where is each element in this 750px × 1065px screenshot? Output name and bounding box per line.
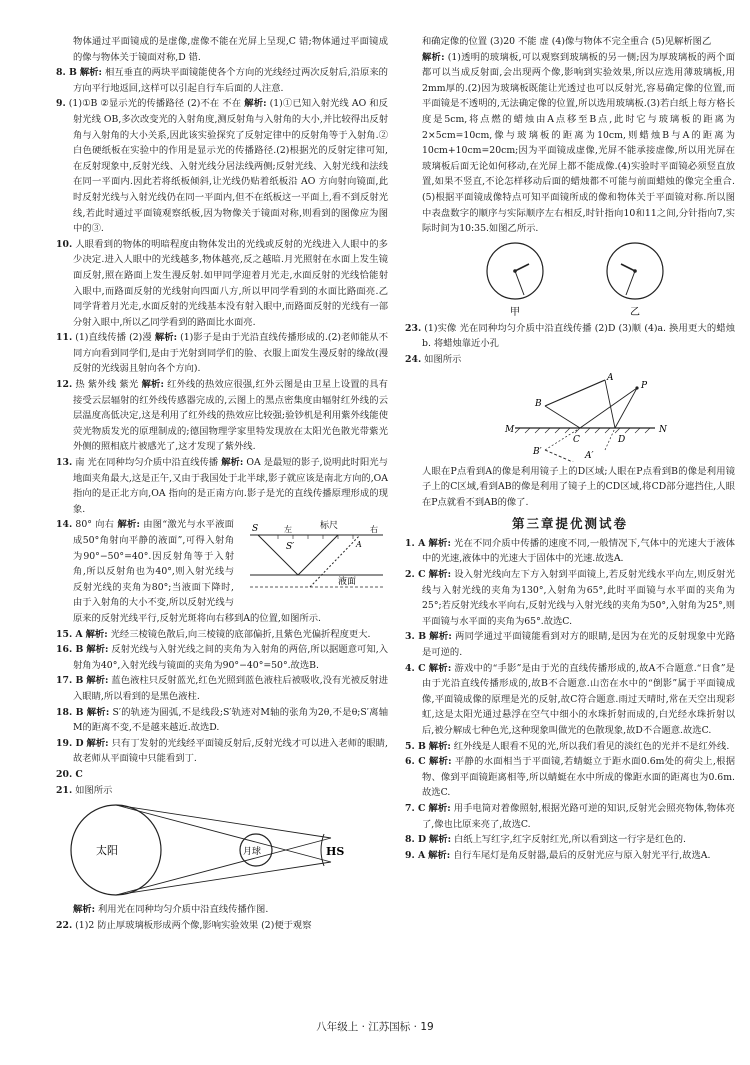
answer-text: 如图所示 [424, 353, 462, 365]
answer-text: 自行车尾灯是角反射器,最后的反射光应与原入射光平行,故选A. [453, 849, 711, 861]
answer-key: (1)直线传播 (2)漫 [75, 332, 152, 344]
answer-number: 12. [56, 379, 73, 391]
answer-key: 80° 向右 [75, 519, 115, 531]
clock-a [487, 243, 543, 318]
answer-number: 7. C [405, 802, 426, 814]
answer-text: (1)2 防止厚玻璃板形成两个像,影响实验效果 (2)便于观察 [75, 919, 312, 931]
answer-15 [56, 627, 388, 643]
answer-number: 16. B [56, 644, 84, 656]
reflection-rays [545, 380, 637, 428]
test-answer [405, 754, 735, 801]
answer-16 [56, 642, 388, 673]
source-label-s: S [252, 524, 259, 535]
answer-text: OA 是最短的影子,说明此时阳光与地面夹角最大,这是正午,又由于我国处于北半球,影子就应该是南北方向的,OA 指向的是正北方向,OA 指向的是正南方向.影子是光的直线传播原理形成的现象. [73, 457, 388, 515]
answer-text: 红外线是人眼看不见的光,所以我们看见的淡红色的光并不是红外线. [453, 740, 730, 752]
section-title: 第三章提优测试卷 [511, 516, 628, 532]
construction-lines [545, 428, 615, 450]
answer-22 [56, 918, 388, 934]
answer-number: 14. [56, 519, 73, 531]
analysis-tag: 解析: [86, 675, 109, 687]
answer-key: 南 光在同种均匀介质中沿直线传播 [75, 457, 219, 469]
answer-number: 3. B [405, 631, 427, 643]
hour-hand-a [515, 264, 529, 271]
label-m: M [505, 424, 515, 435]
mirror-hatching [515, 428, 650, 433]
answer-text: (1)实像 光在同种均匀介质中沿直线传播 (2)D (3)顺 (4)a. 换用更大的蜡烛 b. 将蜡烛靠近小孔 [422, 322, 735, 350]
left-column [56, 34, 388, 933]
answer-text: (1)①已知入射光线 AO 和反射光线 OB,多次改变光的入射角度,测反射角与入射角的大小,并比较得出反射角与入射角的大小关系,因此该实验探究了反射定律中的反射角等于入射角.②白色硬纸板在实验中的作用是显示光的传播路径.(2)根据光的反射定律可知,在反射现象中,反射光线、入射光线分居法线两侧;反射光线、入射光线和法线在同一平面内.因此若将纸板倾斜,让光线仍贴着纸板沿 AO 方向射向镜面,此时反射光线与入射光线仍在同一平面内,但不在纸板这一平面上,看不到反射光线,若此时通过平面镜观察纸板,因为物像关于镜面对称,则看到的图像应为图中的③. [73, 98, 388, 235]
answer-13 [56, 455, 388, 517]
test-answer [405, 832, 735, 848]
ruler-right-label: 右 [370, 525, 378, 535]
analysis-tag: 解析: [428, 834, 452, 846]
test-answer [405, 739, 735, 755]
answer-key: (1)①B ②显示光的传播路径 (2)不在 不在 [68, 98, 242, 110]
answer-text: 设入射光线向左下方入射到平面镜上,若反射光线水平向左,则反射光线与入射光线的夹角为130°,入射角为65°,此时平面镜与水平面的夹角为25°;若反射光线水平向右,反射光线与入射光线的夹角为50°,入射角为25°,则平面镜与水平面的夹角为65°.故选C. [422, 569, 736, 627]
answer-20 [56, 767, 388, 783]
label-a-prime: A′ [585, 450, 594, 461]
analysis-tag: 解析: [428, 802, 451, 814]
analysis-tag: 解析: [85, 628, 108, 640]
answer-23 [405, 321, 735, 352]
analysis-tag: 解析: [428, 756, 452, 768]
answer-number: 4. C [405, 662, 426, 674]
answer-number: 11. [56, 332, 73, 344]
ruler-left-label: 左 [284, 525, 292, 535]
minute-hand-b [626, 271, 635, 295]
answer-number: 18. B [56, 706, 84, 718]
answer-22-continued: 和确定像的位置 (3)20 不能 虚 (4)像与物体不完全重合 (5)见解析图乙 [422, 36, 712, 47]
test-answers-list [405, 536, 735, 863]
ruler-ticks [278, 535, 353, 539]
answer-21-note [56, 902, 388, 918]
analysis-tag: 解析: [86, 706, 110, 718]
answer-9 [56, 96, 388, 236]
answer-text: 如图所示 [75, 784, 113, 796]
answer-number: 8. B [56, 67, 77, 79]
answer-number: 6. C [405, 756, 426, 768]
label-a: A [607, 372, 614, 383]
answer-text: 蓝色液柱只反射蓝光,红色光照到蓝色液柱后被吸收,没有光被反射进入眼睛,所以看到的是黑色液柱. [73, 675, 388, 702]
ruler-label: 标尺 [320, 521, 339, 532]
mirror-ray-figure [405, 370, 735, 462]
analysis-tag: 解析: [428, 740, 451, 752]
label-d: D [618, 434, 626, 445]
clock-figure [405, 239, 735, 319]
answer-text: 用手电筒对着像照射,根据光路可逆的知识,反射光会照亮物体,物体亮了,像也比原来亮了,故选C. [422, 802, 735, 830]
solar-eclipse-figure [56, 800, 386, 900]
answer-18 [56, 705, 388, 736]
analysis-tag: 解析: [428, 849, 451, 861]
answer-12 [56, 377, 388, 455]
label-c: C [573, 434, 580, 445]
object-ab [545, 380, 605, 406]
answer-17 [56, 673, 388, 704]
earth-label: HS [326, 845, 345, 859]
analysis-tag: 解析: [86, 737, 109, 749]
analysis-tag: 解析: [429, 631, 452, 643]
test-answer [405, 848, 735, 864]
answer-19 [56, 736, 388, 767]
analysis-tag: 解析: [86, 644, 109, 656]
clock-b-label: 乙 [630, 306, 640, 318]
answer-number: 13. [56, 457, 73, 469]
point-a-label: A [356, 540, 362, 550]
test-answer [405, 629, 735, 660]
answer-number: 9. A [405, 849, 426, 861]
answer-text: 人眼看到的物体的明暗程度由物体发出的光线或反射的光线进入人眼中的多少决定.进入人眼中的光线越多,物体越亮,反之越暗.月光照射在水面上发生镜面反射,照在路面上发生漫反射.如甲同学迎着月光走,水面反射的光线恰能射入眼中,而路面反射的光线射向四面八方,所以甲同学看到的水面比路面亮.乙同学背着月光走,水面反射的光线基本没有射入眼中,而路面反射的光线有一部分射入眼中,所以乙同学看到的路面比水面亮. [73, 238, 388, 328]
analysis-tag: 解析: [428, 662, 452, 674]
answer-number: 5. B [405, 740, 426, 752]
answer-text: 平静的水面相当于平面镜,若蜻蜓立于距水面0.6m处的荷尖上,根据物、像到平面镜距离相等,所以蜻蜓在水中所成的像距水面的距离也为0.6m.故选C. [422, 756, 736, 799]
laser-reflection-figure [238, 517, 388, 599]
clock-a-label: 甲 [510, 306, 520, 318]
incident-ray [258, 535, 298, 575]
answer-text: (1)透明的玻璃板,可以观察到玻璃板的另一侧;因为厚玻璃板的两个面都可以当成反射面,会出现两个像,影响到实验效果,所以应选用薄玻璃板,用2mm厚的.(2)因为玻璃板既能让光透过也可以反射光,容易确定像的位置,而平面镜是不透明的,无法确定像的位置,所以选用玻璃板.(3)若白纸上每方格长度是5cm,将点燃的蜡烛由A点移至B点,此时它与玻璃板的距离为2×5cm=10cm,像与玻璃板的距离为10cm,则蜡烛B与A的距离为10cm+10cm=20cm;因为平面镜成虚像,光屏不能承接虚像,所以用光屏在玻璃板后面无论如何移动,在光屏上都不能成像.(4)实验时平面镜必须竖直放置,如果不竖直,不论怎样移动后面的蜡烛都不可能与前面蜡烛的像完全重合.(5)根据平面镜成像特点可知平面镜所成的像和物体关于平面镜对称.所以图中表盘数字的顺序与实际顺序左右相反,时针指向10和11之间,分针指向7,实际时间为10:35.如图乙所示. [422, 51, 735, 235]
answer-21 [56, 783, 388, 799]
image-ab [545, 450, 605, 462]
answer-number: 17. B [56, 675, 84, 687]
answer-14 [56, 517, 388, 626]
answer-key: 热 紫外线 紫光 [75, 379, 139, 391]
label-n: N [659, 424, 667, 435]
answer-text: 游戏中的“手影”是由于光的直线传播形成的,故A不合题意.“日食”是由于光沿直线传播形成的,故B不合题意.山峦在水中的“倒影”属于平面镜成像,平面镜成像的原理是光的反射,故C符合题意.雨过天晴时,常在天空出现彩虹,这是太阳光通过悬浮在空气中细小的水珠折射而成的,白光经水珠折射以后,被分解成七种色光,这种现象叫做光的色散现象,故D不合题意.故选C. [422, 662, 735, 736]
answer-text: 两同学通过平面镜能看到对方的眼睛,是因为在光的反射现象中光路是可逆的. [422, 631, 735, 659]
answer-24-note: 人眼在P点看到A的像是利用镜子上的D区域;人眼在P点看到B的像是利用镜子上的C区域,看到AB的像是利用了镜子上的CD区域,将CD部分遮挡住,人眼在P点就看不到AB的像了. [422, 465, 735, 508]
answer-text: 只有丁发射的光线经平面镜反射后,反射光线才可以进入老师的眼睛,故老师从平面镜中只能看到丁. [73, 737, 388, 765]
answer-text: 光在不同介质中传播的速度不同,一般情况下,气体中的光速大于液体中的光速,液体中的光速大于固体中的光速.故选A. [422, 537, 735, 565]
label-b-prime: B′ [533, 446, 542, 457]
sun-label: 太阳 [96, 844, 118, 858]
analysis-tag: 解析: [117, 519, 140, 531]
answer-text: 白纸上写红字,红字反射红光,所以看到这一行字是红色的. [453, 834, 686, 846]
test-answer [405, 661, 735, 739]
analysis-tag: 解析: [428, 569, 452, 581]
analysis-tag: 解析: [422, 51, 445, 63]
answer-number: 1. A [405, 537, 426, 549]
answer-text: 光经三棱镜色散后,向三棱镜的底部偏折,且紫色光偏折程度更大. [110, 628, 371, 640]
answer-number: 22. [56, 919, 73, 931]
answer-number: 24. [405, 353, 422, 365]
answer-text: 反射光线与入射光线之间的夹角为入射角的两倍,所以据题意可知,入射角为40°,入射光线与镜面的夹角为90°−40°=50°.故选B. [73, 644, 388, 671]
answer-8 [56, 65, 388, 96]
answer-text: S′的轨迹为圆弧,不是线段;S′轨迹对M轴的张角为2θ,不是θ;S′离轴M的距离不变,不是越来越近.故选D. [73, 706, 388, 734]
test-answer [405, 536, 735, 567]
answer-number: 23. [405, 322, 422, 334]
answer-number: 20. C [56, 768, 83, 780]
test-answer [405, 801, 735, 832]
answer-text: 由图“激光与水平液面成50°角射向平静的液面”,可得入射角为90°−50°=40°.因反射角等于入射角,所以反射角也为40°,则入射光线与反射光线的夹角为80°;当液面下降时,由于入射角的大小不变,所以反射光线与原来的反射光线平行,反射光斑将向右移到A的位置,如图所示. [73, 519, 322, 624]
answer-text: 相互垂直的两块平面镜能使各个方向的光线经过两次反射后,沿原来的方向平行地返回,这样可以引起自行车后面的人注意. [73, 67, 388, 94]
label-p: P [641, 380, 648, 391]
right-column [405, 34, 735, 863]
answer-10 [56, 237, 388, 331]
analysis-tag: 解析: [79, 67, 102, 79]
analysis-tag: 解析: [141, 379, 164, 391]
answer-text: (1)影子是由于光沿直线传播形成的.(2)老师能从不同方向看到同学们,是由于光射到同学们的脸、衣服上面发生漫反射的缘故(漫反射的光线弱且射向各个方向). [73, 332, 388, 375]
minute-hand-a [515, 271, 524, 295]
surface-label: 液面 [338, 577, 357, 588]
answer-number: 2. C [405, 569, 426, 581]
clock-b [607, 243, 663, 318]
reflected-ray [298, 535, 338, 575]
analysis-tag: 解析: [428, 537, 451, 549]
answer-11 [56, 330, 388, 377]
left-top-lines: 物体通过平面镜成的是虚像,虚像不能在光屏上呈现,C 错;物体通过平面镜成的像与物体关于镜面对称,D 错. [73, 36, 388, 63]
page-footer: 八年级上 · 江苏国标 · 19 [316, 1021, 434, 1033]
label-b: B [535, 398, 542, 409]
analysis-tag: 解析: [73, 904, 96, 916]
test-answer [405, 567, 735, 629]
answer-number: 10. [56, 238, 73, 250]
answer-24 [405, 352, 735, 368]
answer-text: 利用光在同种均匀介质中沿直线传播作图. [98, 904, 269, 916]
answer-number: 8. D [405, 834, 427, 846]
answer-22-note [405, 50, 735, 237]
answer-text: 红外线的热效应很强,红外云图是由卫星上设置的具有接受云层辐射的红外线传感器完成的,云图上的黑点密集度由辐射红外线的云层温度高低决定,这是利用了红外线的热效应比较强;验钞机是利用紫外线能使荧光物质发光的原理制成的;德国物理学家里特发现放在太阳光色散光带紫光外侧的照相底片被感光了,这才发现了紫外线. [73, 379, 388, 453]
answer-number: 9. [56, 98, 66, 110]
answer-number: 21. [56, 784, 73, 796]
earth-hs-figure [321, 834, 344, 866]
hour-hand-b [621, 264, 635, 271]
analysis-tag: 解析: [244, 98, 267, 110]
analysis-tag: 解析: [221, 457, 244, 469]
answer-number: 19. D [56, 737, 84, 749]
analysis-tag: 解析: [154, 332, 178, 344]
answer-number: 15. A [56, 628, 83, 640]
moon-label: 月球 [243, 847, 262, 858]
source-label-s-prime: S′ [286, 542, 295, 553]
